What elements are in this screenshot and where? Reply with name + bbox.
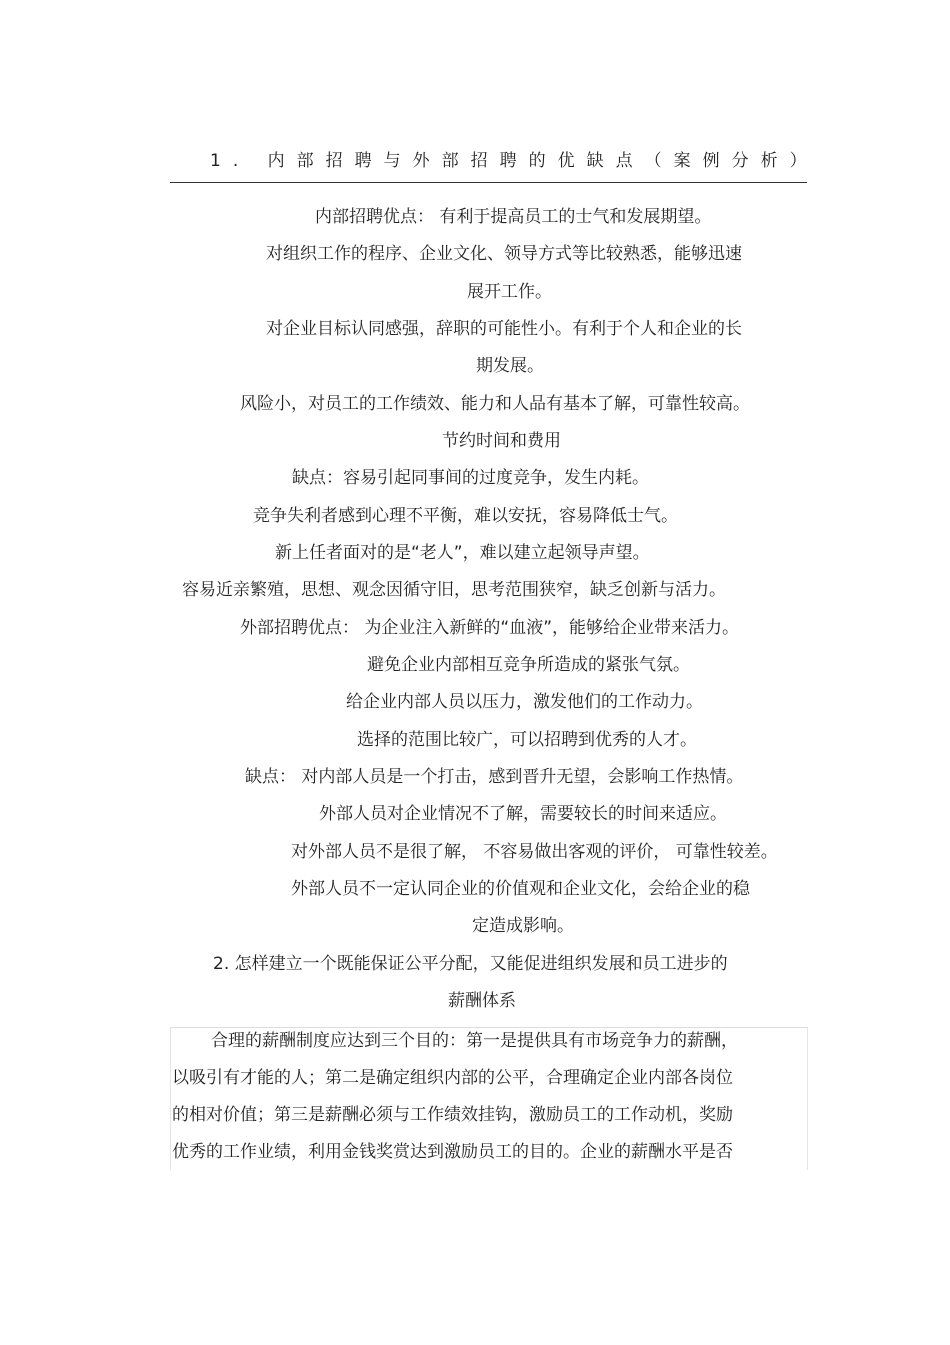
paragraph-line: 优秀的工作业绩，利用金钱奖赏达到激励员工的目的。企业的薪酬水平是否: [172, 1142, 733, 1162]
text-line: 容易近亲繁殖，思想、观念因循守旧，思考范围狭窄，缺乏创新与活力。: [182, 580, 726, 600]
paragraph-line: 的相对价值；第三是薪酬必须与工作绩效挂钩，激励员工的工作动机，奖励: [172, 1105, 733, 1125]
text-line: 外部人员对企业情况不了解，需要较长的时间来适应。: [319, 804, 727, 824]
section-2-heading-cont: 薪酬体系: [448, 991, 516, 1011]
text-line: 避免企业内部相互竞争所造成的紧张气氛。: [367, 655, 690, 675]
text-line: 给企业内部人员以压力，激发他们的工作动力。: [346, 692, 703, 712]
text-line: 展开工作。: [467, 282, 552, 302]
text-line: 对外部人员不是很了解， 不容易做出客观的评价， 可靠性较差。: [291, 842, 778, 862]
paragraph-line: 合理的薪酬制度应达到三个目的：第一是提供具有市场竞争力的薪酬，: [211, 1031, 738, 1051]
text-line: 对组织工作的程序、企业文化、领导方式等比较熟悉，能够迅速: [266, 244, 742, 264]
text-line: 新上任者面对的是“老人”，难以建立起领导声望。: [275, 543, 650, 563]
text-line: 定造成影响。: [472, 916, 574, 936]
text-line: 期发展。: [476, 356, 544, 376]
text-line: 风险小，对员工的工作绩效、能力和人品有基本了解，可靠性较高。: [240, 394, 750, 414]
text-line: 缺点： 对内部人员是一个打击，感到晋升无望，会影响工作热情。: [245, 767, 744, 787]
text-line: 竞争失利者感到心理不平衡，难以安抚，容易降低士气。: [253, 506, 678, 526]
text-line: 选择的范围比较广，可以招聘到优秀的人才。: [357, 730, 697, 750]
text-line: 缺点：容易引起同事间的过度竞争，发生内耗。: [292, 468, 649, 488]
section-1-title: 1. 内部招聘与外部招聘的优缺点（案例分析）: [210, 151, 819, 171]
text-line: 内部招聘优点： 有利于提高员工的士气和发展期望。: [315, 207, 712, 227]
text-line: 对企业目标认同感强，辞职的可能性小。有利于个人和企业的长: [266, 319, 742, 339]
text-line: 外部招聘优点： 为企业注入新鲜的“血液”，能够给企业带来活力。: [240, 618, 740, 638]
title-underline: [170, 182, 807, 183]
text-line: 外部人员不一定认同企业的价值观和企业文化，会给企业的稳: [291, 879, 750, 899]
text-line: 节约时间和费用: [442, 431, 561, 451]
paragraph-line: 以吸引有才能的人；第二是确定组织内部的公平，合理确定企业内部各岗位: [172, 1068, 733, 1088]
section-2-heading: 2. 怎样建立一个既能保证公平分配，又能促进组织发展和员工进步的: [213, 954, 728, 974]
